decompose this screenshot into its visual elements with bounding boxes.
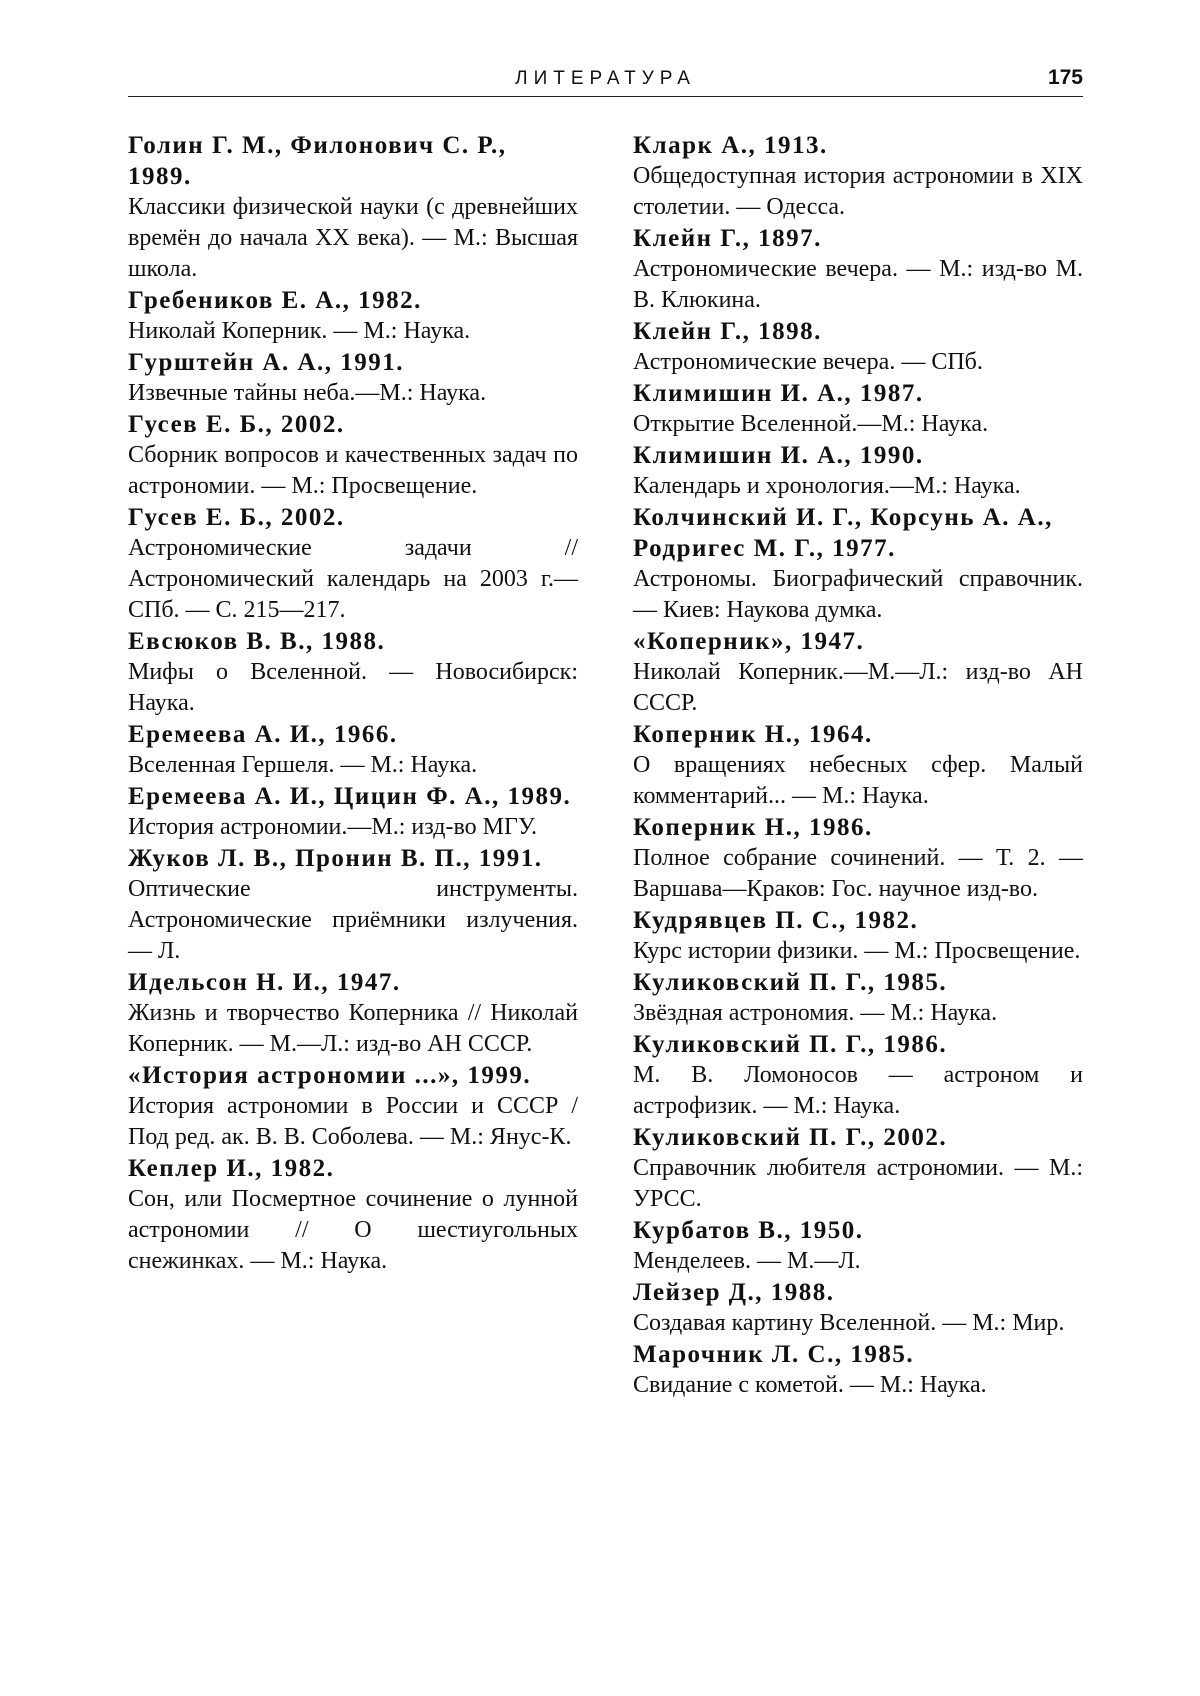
- entry-description: Николай Коперник. — М.: Наука.: [128, 318, 471, 344]
- entry-author: Лейзер Д., 1988.: [633, 1279, 835, 1306]
- bibliography-entry: [633, 316, 1083, 378]
- bibliography-entry: [633, 1339, 1083, 1401]
- bibliography-entry: [128, 285, 578, 347]
- bibliography-entry: [633, 1277, 1083, 1339]
- entry-author: Куликовский П. Г., 1985.: [633, 969, 948, 996]
- bibliography-entry: [633, 967, 1083, 1029]
- bibliography-entry: [633, 905, 1083, 967]
- entry-description: Звёздная астрономия. — М.: Наука.: [633, 1000, 998, 1026]
- bibliography-entry: [633, 1215, 1083, 1277]
- running-title: ЛИТЕРАТУРА: [515, 68, 696, 89]
- bibliography-entry: [128, 1153, 578, 1277]
- entry-author: Климишин И. А., 1990.: [633, 442, 924, 469]
- entry-author: Идельсон Н. И., 1947.: [128, 969, 401, 996]
- entry-author: Кудрявцев П. С., 1982.: [633, 907, 919, 934]
- entry-author: «Коперник», 1947.: [633, 628, 865, 655]
- bibliography-entry: [633, 223, 1083, 316]
- entry-author: Клейн Г., 1897.: [633, 225, 822, 252]
- entry-author: Курбатов В., 1950.: [633, 1217, 864, 1244]
- entry-author: Еремеева А. И., 1966.: [128, 721, 398, 748]
- entry-description: Оптические инструменты. Астрономические приёмники излучения. — Л.: [128, 876, 578, 964]
- entry-author: Кеплер И., 1982.: [128, 1155, 335, 1182]
- entry-description: Справочник любителя астрономии. — М.: УРСС.: [633, 1155, 1083, 1212]
- entry-description: Курс истории физики. — М.: Просвещение.: [633, 938, 1081, 964]
- entry-description: Создавая картину Вселенной. — М.: Мир.: [633, 1310, 1065, 1336]
- entry-description: Сборник вопросов и качественных задач по астрономии. — М.: Просвещение.: [128, 442, 578, 499]
- entry-description: Николай Коперник.—М.—Л.: изд-во АН СССР.: [633, 659, 1083, 716]
- entry-author: «История астрономии ...», 1999.: [128, 1062, 532, 1089]
- entry-description: Астрономические вечера. — М.: изд-во М. В. Клюкина.: [633, 256, 1083, 313]
- entry-description: О вращениях небесных сфер. Малый комментарий... — М.: Наука.: [633, 752, 1083, 809]
- entry-description: М. В. Ломоносов — астроном и астрофизик. — М.: Наука.: [633, 1062, 1083, 1119]
- bibliography-column-left: [128, 130, 578, 1277]
- bibliography-entry: [128, 843, 578, 967]
- entry-description: Извечные тайны неба.—М.: Наука.: [128, 380, 487, 406]
- bibliography-entry: [128, 626, 578, 719]
- entry-description: Общедоступная история астрономии в XIX столетии. — Одесса.: [633, 163, 1083, 220]
- entry-author: Кларк А., 1913.: [633, 132, 828, 159]
- entry-description: Мифы о Вселенной. — Новосибирск: Наука.: [128, 659, 578, 716]
- bibliography-entry: [633, 626, 1083, 719]
- page-number: 175: [1047, 66, 1083, 89]
- bibliography-entry: [128, 967, 578, 1060]
- entry-description: Полное собрание сочинений. — Т. 2. — Варшава—Краков: Гос. научное изд-во.: [633, 845, 1083, 902]
- bibliography-entry: [633, 502, 1083, 626]
- entry-description: Открытие Вселенной.—М.: Наука.: [633, 411, 989, 437]
- entry-description: Менделеев. — М.—Л.: [633, 1248, 861, 1274]
- entry-description: Астрономы. Биографический справочник. — Киев: Наукова думка.: [633, 566, 1083, 623]
- entry-author: Куликовский П. Г., 1986.: [633, 1031, 948, 1058]
- entry-description: Жизнь и творчество Коперника // Николай Коперник. — М.—Л.: изд-во АН СССР.: [128, 1000, 578, 1057]
- entry-description: Вселенная Гершеля. — М.: Наука.: [128, 752, 478, 778]
- bibliography-entry: [128, 347, 578, 409]
- entry-description: История астрономии.—М.: изд-во МГУ.: [128, 814, 537, 840]
- entry-description: История астрономии в России и СССР / Под ред. ак. В. В. Соболева. — М.: Янус-К.: [128, 1093, 578, 1150]
- bibliography-entry: [128, 781, 578, 843]
- bibliography-entry: [633, 378, 1083, 440]
- bibliography-entry: [633, 130, 1083, 223]
- bibliography-column-right: [633, 130, 1083, 1401]
- bibliography-entry: [633, 1122, 1083, 1215]
- entry-author: Марочник Л. С., 1985.: [633, 1341, 915, 1368]
- bibliography-entry: [128, 719, 578, 781]
- entry-description: Календарь и хронология.—М.: Наука.: [633, 473, 1021, 499]
- entry-description: Свидание с кометой. — М.: Наука.: [633, 1372, 987, 1398]
- entry-author: Евсюков В. В., 1988.: [128, 628, 386, 655]
- entry-description: Классики физической науки (с древнейших времён до начала XX века). — М.: Высшая школа.: [128, 194, 578, 282]
- bibliography-entry: [128, 130, 578, 285]
- entry-author: Коперник Н., 1986.: [633, 814, 873, 841]
- entry-author: Клейн Г., 1898.: [633, 318, 822, 345]
- bibliography-entry: [128, 502, 578, 626]
- entry-author: Гусев Е. Б., 2002.: [128, 504, 345, 531]
- entry-author: Куликовский П. Г., 2002.: [633, 1124, 948, 1151]
- entry-description: Сон, или Посмертное сочинение о лунной астрономии // О шестиугольных снежинках. — М.: Наука.: [128, 1186, 578, 1274]
- entry-author: Гусев Е. Б., 2002.: [128, 411, 345, 438]
- entry-author: Климишин И. А., 1987.: [633, 380, 924, 407]
- entry-author: Еремеева А. И., Цицин Ф. А., 1989.: [128, 783, 572, 810]
- page-header: [128, 66, 1083, 97]
- entry-author: Колчинский И. Г., Корсунь А. А., Родригес М. Г., 1977.: [633, 504, 1053, 562]
- bibliography-entry: [633, 440, 1083, 502]
- entry-author: Гурштейн А. А., 1991.: [128, 349, 405, 376]
- entry-author: Голин Г. М., Филонович С. Р., 1989.: [128, 132, 507, 190]
- entry-author: Жуков Л. В., Пронин В. П., 1991.: [128, 845, 543, 872]
- bibliography-entry: [633, 1029, 1083, 1122]
- bibliography-entry: [128, 1060, 578, 1153]
- entry-description: Астрономические задачи // Астрономический календарь на 2003 г.— СПб. — С. 215—217.: [128, 535, 578, 623]
- entry-author: Гребеников Е. А., 1982.: [128, 287, 422, 314]
- bibliography-entry: [128, 409, 578, 502]
- bibliography-entry: [633, 812, 1083, 905]
- entry-author: Коперник Н., 1964.: [633, 721, 873, 748]
- entry-description: Астрономические вечера. — СПб.: [633, 349, 983, 375]
- bibliography-entry: [633, 719, 1083, 812]
